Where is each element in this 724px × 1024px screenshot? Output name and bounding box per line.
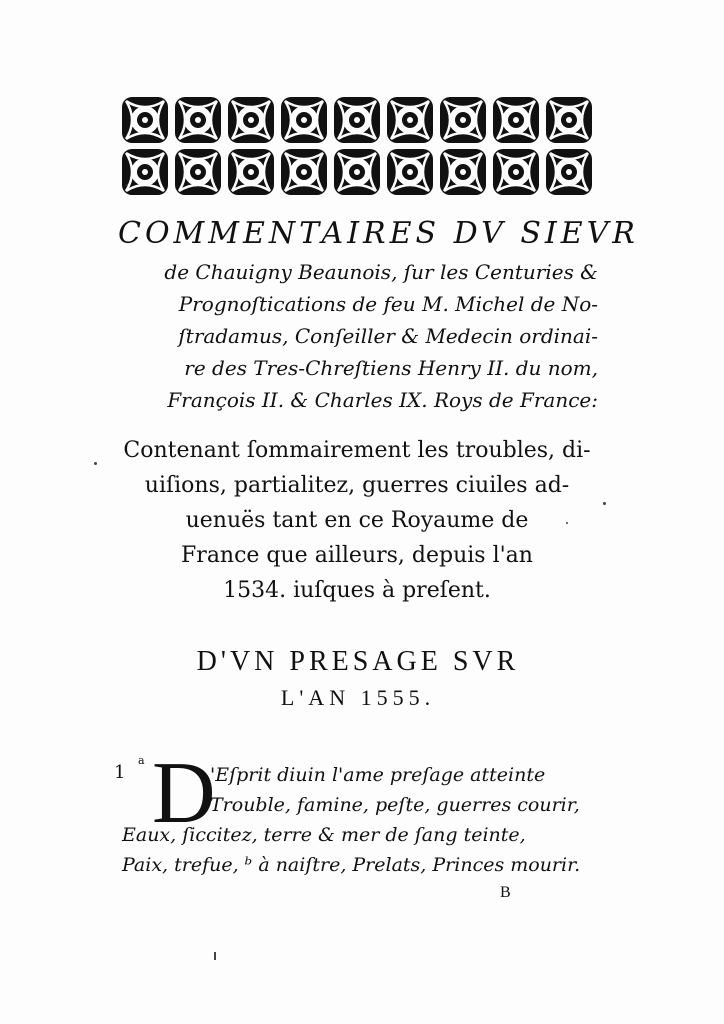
ornament-tile	[122, 97, 168, 143]
ornament-tile	[228, 97, 274, 143]
title-line-4: re des Tres-Chreſtiens Henry II. du nom,	[184, 356, 598, 380]
ornament-tile	[493, 97, 539, 143]
signature-mark: B	[500, 884, 511, 901]
ornament-tile	[493, 149, 539, 195]
ornament-tile	[387, 149, 433, 195]
ornament-tile	[175, 149, 221, 195]
ornament-tile	[122, 149, 168, 195]
title-line-3: ſtradamus, Conſeiller & Medecin ordinai-	[178, 324, 598, 348]
summary-line-2: uiſions, partialitez, guerres ciuiles ad-	[144, 473, 570, 498]
decorative-headpiece	[118, 92, 598, 198]
stanza-note-mark: a	[138, 754, 145, 767]
ornament-tile	[546, 97, 592, 143]
ornament-tile	[228, 149, 274, 195]
ornament-tile	[334, 97, 380, 143]
print-speck	[94, 462, 97, 465]
print-speck	[603, 502, 606, 505]
print-speck	[214, 952, 216, 960]
verse-line-3: Eaux, ſiccitez, terre & mer de ſang teinte,	[122, 824, 526, 846]
ornament-tile	[281, 149, 327, 195]
summary-line-5: 1534. iuſques à preſent.	[223, 578, 491, 603]
ornament-tile	[334, 149, 380, 195]
summary-line-4: France que ailleurs, depuis l'an	[181, 543, 533, 568]
title-line-5: François II. & Charles IX. Roys de France:	[167, 388, 598, 412]
ornament-tile	[546, 149, 592, 195]
title-line-2: Prognoſtications de feu M. Michel de No-	[178, 292, 598, 316]
summary-line-3: uenuës tant en ce Royaume de	[185, 508, 529, 533]
title-line-1: de Chauigny Beaunois, ſur les Centuries &	[164, 260, 598, 284]
heading-line-1: D'VN PRESAGE SVR	[196, 646, 520, 677]
section-heading	[118, 642, 598, 714]
ornament-tile	[175, 97, 221, 143]
verse-quatrain	[108, 745, 608, 912]
ornament-tile	[440, 97, 486, 143]
title-block	[118, 212, 639, 416]
ornament-tile	[281, 97, 327, 143]
verse-line-1: 'Eſprit diuin l'ame preſage atteinte	[210, 764, 546, 786]
drop-cap: D	[152, 745, 216, 842]
verse-line-4: Paix, trefue, ᵇ à naiſtre, Prelats, Princes mourir.	[122, 854, 581, 876]
heading-line-2: L'AN 1555.	[280, 685, 436, 710]
summary-line-1: Contenant ſommairement les troubles, di-	[123, 438, 591, 463]
print-speck	[126, 184, 128, 186]
title-caps-line: COMMENTAIRES DV SIEVR	[118, 216, 639, 251]
ornament-tile	[387, 97, 433, 143]
summary-block	[112, 433, 602, 608]
stanza-number: 1	[114, 762, 126, 783]
print-speck	[566, 522, 568, 524]
ornament-tile	[440, 149, 486, 195]
verse-line-2: Trouble, famine, peſte, guerres courir,	[210, 794, 580, 816]
